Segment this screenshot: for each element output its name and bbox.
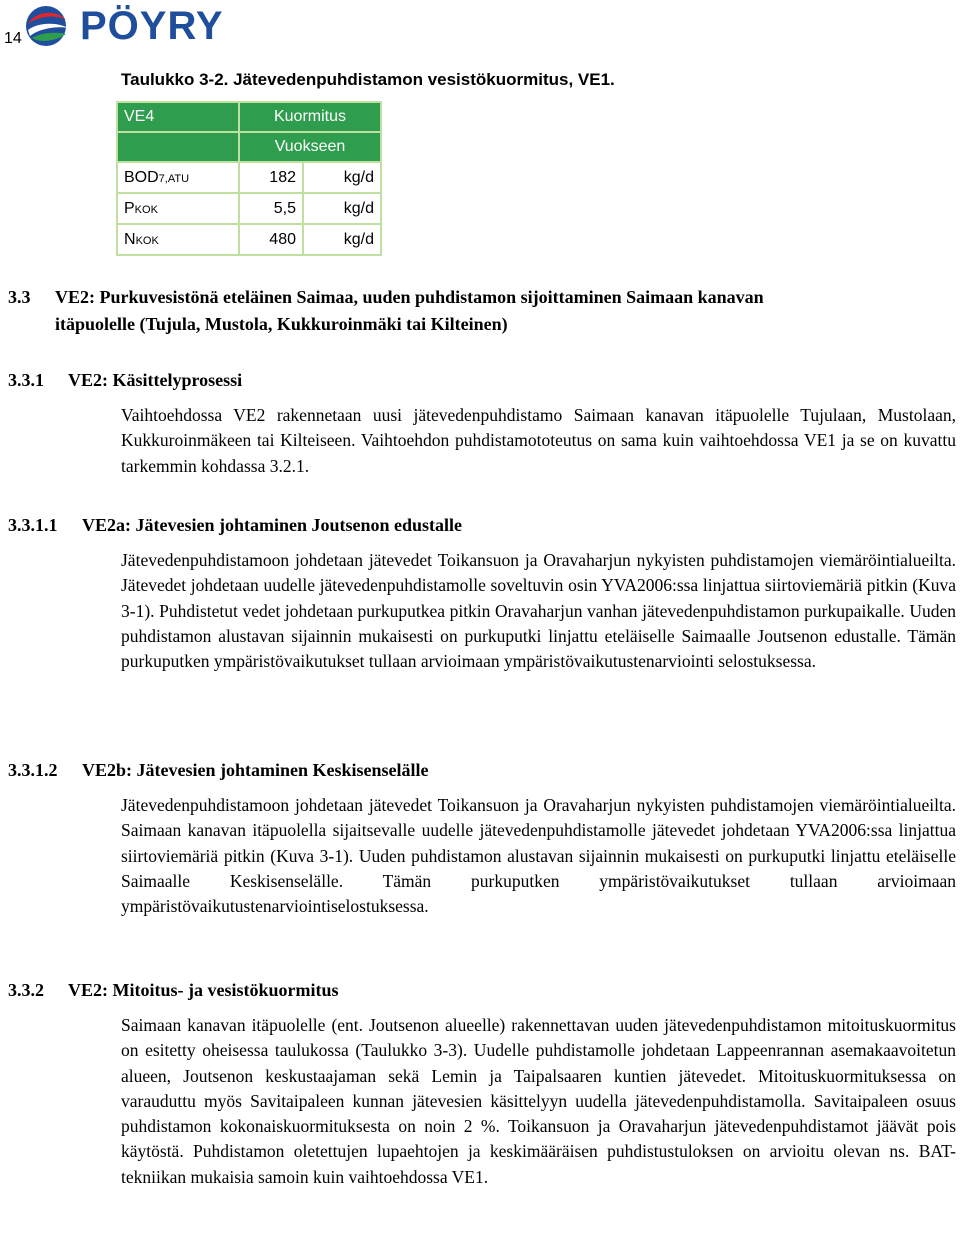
table-row [117, 224, 381, 255]
section-3-3-2-heading [8, 977, 339, 1003]
section-number: 3.3.1 [8, 370, 44, 390]
section-number: 3.3.1.1 [8, 515, 58, 535]
header-load-line2: Vuokseen [239, 132, 381, 162]
value-cell: 182 [239, 162, 303, 193]
parameter-name: P [124, 199, 135, 217]
section-title: VE2b: Jätevesien johtaminen Keskisenselälle [82, 760, 429, 780]
parameter-cell [117, 162, 239, 193]
load-table [116, 101, 382, 256]
page-number: 14 [4, 30, 22, 47]
parameter-subscript: 7,ATU [158, 172, 190, 185]
parameter-name: BOD [124, 168, 159, 186]
parameter-subscript: KOK [134, 203, 158, 216]
section-3-3-heading [8, 284, 958, 338]
section-3-3-1-2-heading [8, 757, 429, 783]
value-cell: 480 [239, 224, 303, 255]
section-3-3-1-1-text: Jätevedenpuhdistamoon johdetaan jätevedet Toikansuon ja Oravaharjun nykyisten puhdistamojen viemäröintialueilta. Jätevedet johdetaan uudelle jätevedenpuhdistamolle soveltuvin osin YVA2006:ssa linjattua siirtoviemäriä pitkin (Kuva 3-1). Puhdistetut vedet johdetaan purkuputkea pitkin Oravaharjun vanhan jätevedenpuhdistamon purkupaikalle. Uuden puhdistamon alustavan sijainnin mukaisesti on purkuputki linjattu eteläiselle Saimaalle Joutsenon edustalle. Tämän purkuputken ympäristövaikutukset tullaan arvioimaan ympäristövaikutustenarviointi selostuksessa. [121, 550, 956, 672]
parameter-subscript: KOK [135, 234, 159, 247]
parameter-cell [117, 193, 239, 224]
section-number: 3.3.2 [8, 980, 44, 1000]
section-title-line1: VE2: Purkuvesistönä eteläinen Saimaa, uuden puhdistamon sijoittaminen Saimaan kanavan [55, 287, 764, 307]
unit-cell: kg/d [303, 193, 381, 224]
logo-wordmark: PÖYRY [80, 4, 224, 48]
section-number: 3.3 [8, 287, 31, 307]
section-title: VE2a: Jätevesien johtaminen Joutsenon edustalle [82, 515, 463, 535]
header-load-line1: Kuormitus [239, 102, 381, 132]
unit-cell: kg/d [303, 162, 381, 193]
poyry-logo [22, 4, 262, 48]
section-number: 3.3.1.2 [8, 760, 58, 780]
value-cell: 5,5 [239, 193, 303, 224]
parameter-name: N [124, 230, 136, 248]
section-3-3-1-text: Vaihtoehdossa VE2 rakennetaan uusi jätevedenpuhdistamo Saimaan kanavan itäpuolelle Tujulaan, Mustolaan, Kukkuroinmäkeen tai Kilteiseen. Vaihtoehdon puhdistamototeutus on sama kuin vaihtoehdossa VE1 ja se on kuvattu tarkemmin kohdassa 3.2.1. [121, 405, 956, 476]
section-title-line2: itäpuolelle (Tujula, Mustola, Kukkuroinmäki tai Kilteinen) [55, 314, 508, 334]
section-title: VE2: Käsittelyprosessi [68, 370, 243, 390]
unit-cell: kg/d [303, 224, 381, 255]
table-row [117, 193, 381, 224]
section-3-3-1-1-heading [8, 512, 462, 538]
header-empty-cell [117, 132, 239, 162]
section-3-3-1-2-text: Jätevedenpuhdistamoon johdetaan jätevedet Toikansuon ja Oravaharjun nykyisten puhdistamojen viemäröintialueilta. Saimaan kanavan itäpuolella sijaitsevalle uudelle jätevedenpuhdistamolle jätevedet johdetaan YVA2006:ssa linjattua siirtoviemäriä pitkin (Kuva 3-1). Uuden puhdistamon alustavan sijainnin mukaisesti on purkuputki linjattu eteläiselle Saimaalle Keskisenselälle. Tämän purkuputken ympäristövaikutukset tullaan arvioimaan ympäristövaikutustenarviointiselostuksessa. [121, 795, 956, 917]
section-title: VE2: Mitoitus- ja vesistökuormitus [68, 980, 339, 1000]
parameter-cell [117, 224, 239, 255]
logo-emblem-icon [22, 4, 74, 48]
section-3-3-1-heading [8, 367, 242, 393]
table-caption: Taulukko 3-2. Jätevedenpuhdistamon vesistökuormitus, VE1. [121, 70, 615, 89]
table-header-row [117, 102, 381, 132]
header-alternative: VE4 [117, 102, 239, 132]
section-3-3-2-text: Saimaan kanavan itäpuolelle (ent. Joutsenon alueelle) rakennettavan uuden jätevedenpuhdistamon mitoituskuormitus on esitetty oheisessa taulukossa (Taulukko 3-3). Uudelle puhdistamolle johdetaan Lappeenrannan asemakaavoitetun alueen, Joutsenon keskustaajaman sekä Lemin ja Taipalsaaren kuntien jätevedet. Mitoituskuormituksessa on varauduttu myös Savitaipaleen kunnan jätevesien käsittelyyn uudella jätevedenpuhdistamolla. Savitaipaleen osuus puhdistamon kokonaiskuormituksesta on noin 2 %. Toikansuon ja Oravaharjun jätevedenpuhdistamot jäävät pois käytöstä. Puhdistamon oletettujen lupaehtojen ja keskimääräisen puhdistustuloksen on arvioitu olevan ns. BAT-tekniikan mukaisia samoin kuin vaihtoehdossa VE1. [121, 1015, 956, 1187]
table-header-row [117, 132, 381, 162]
table-row [117, 162, 381, 193]
